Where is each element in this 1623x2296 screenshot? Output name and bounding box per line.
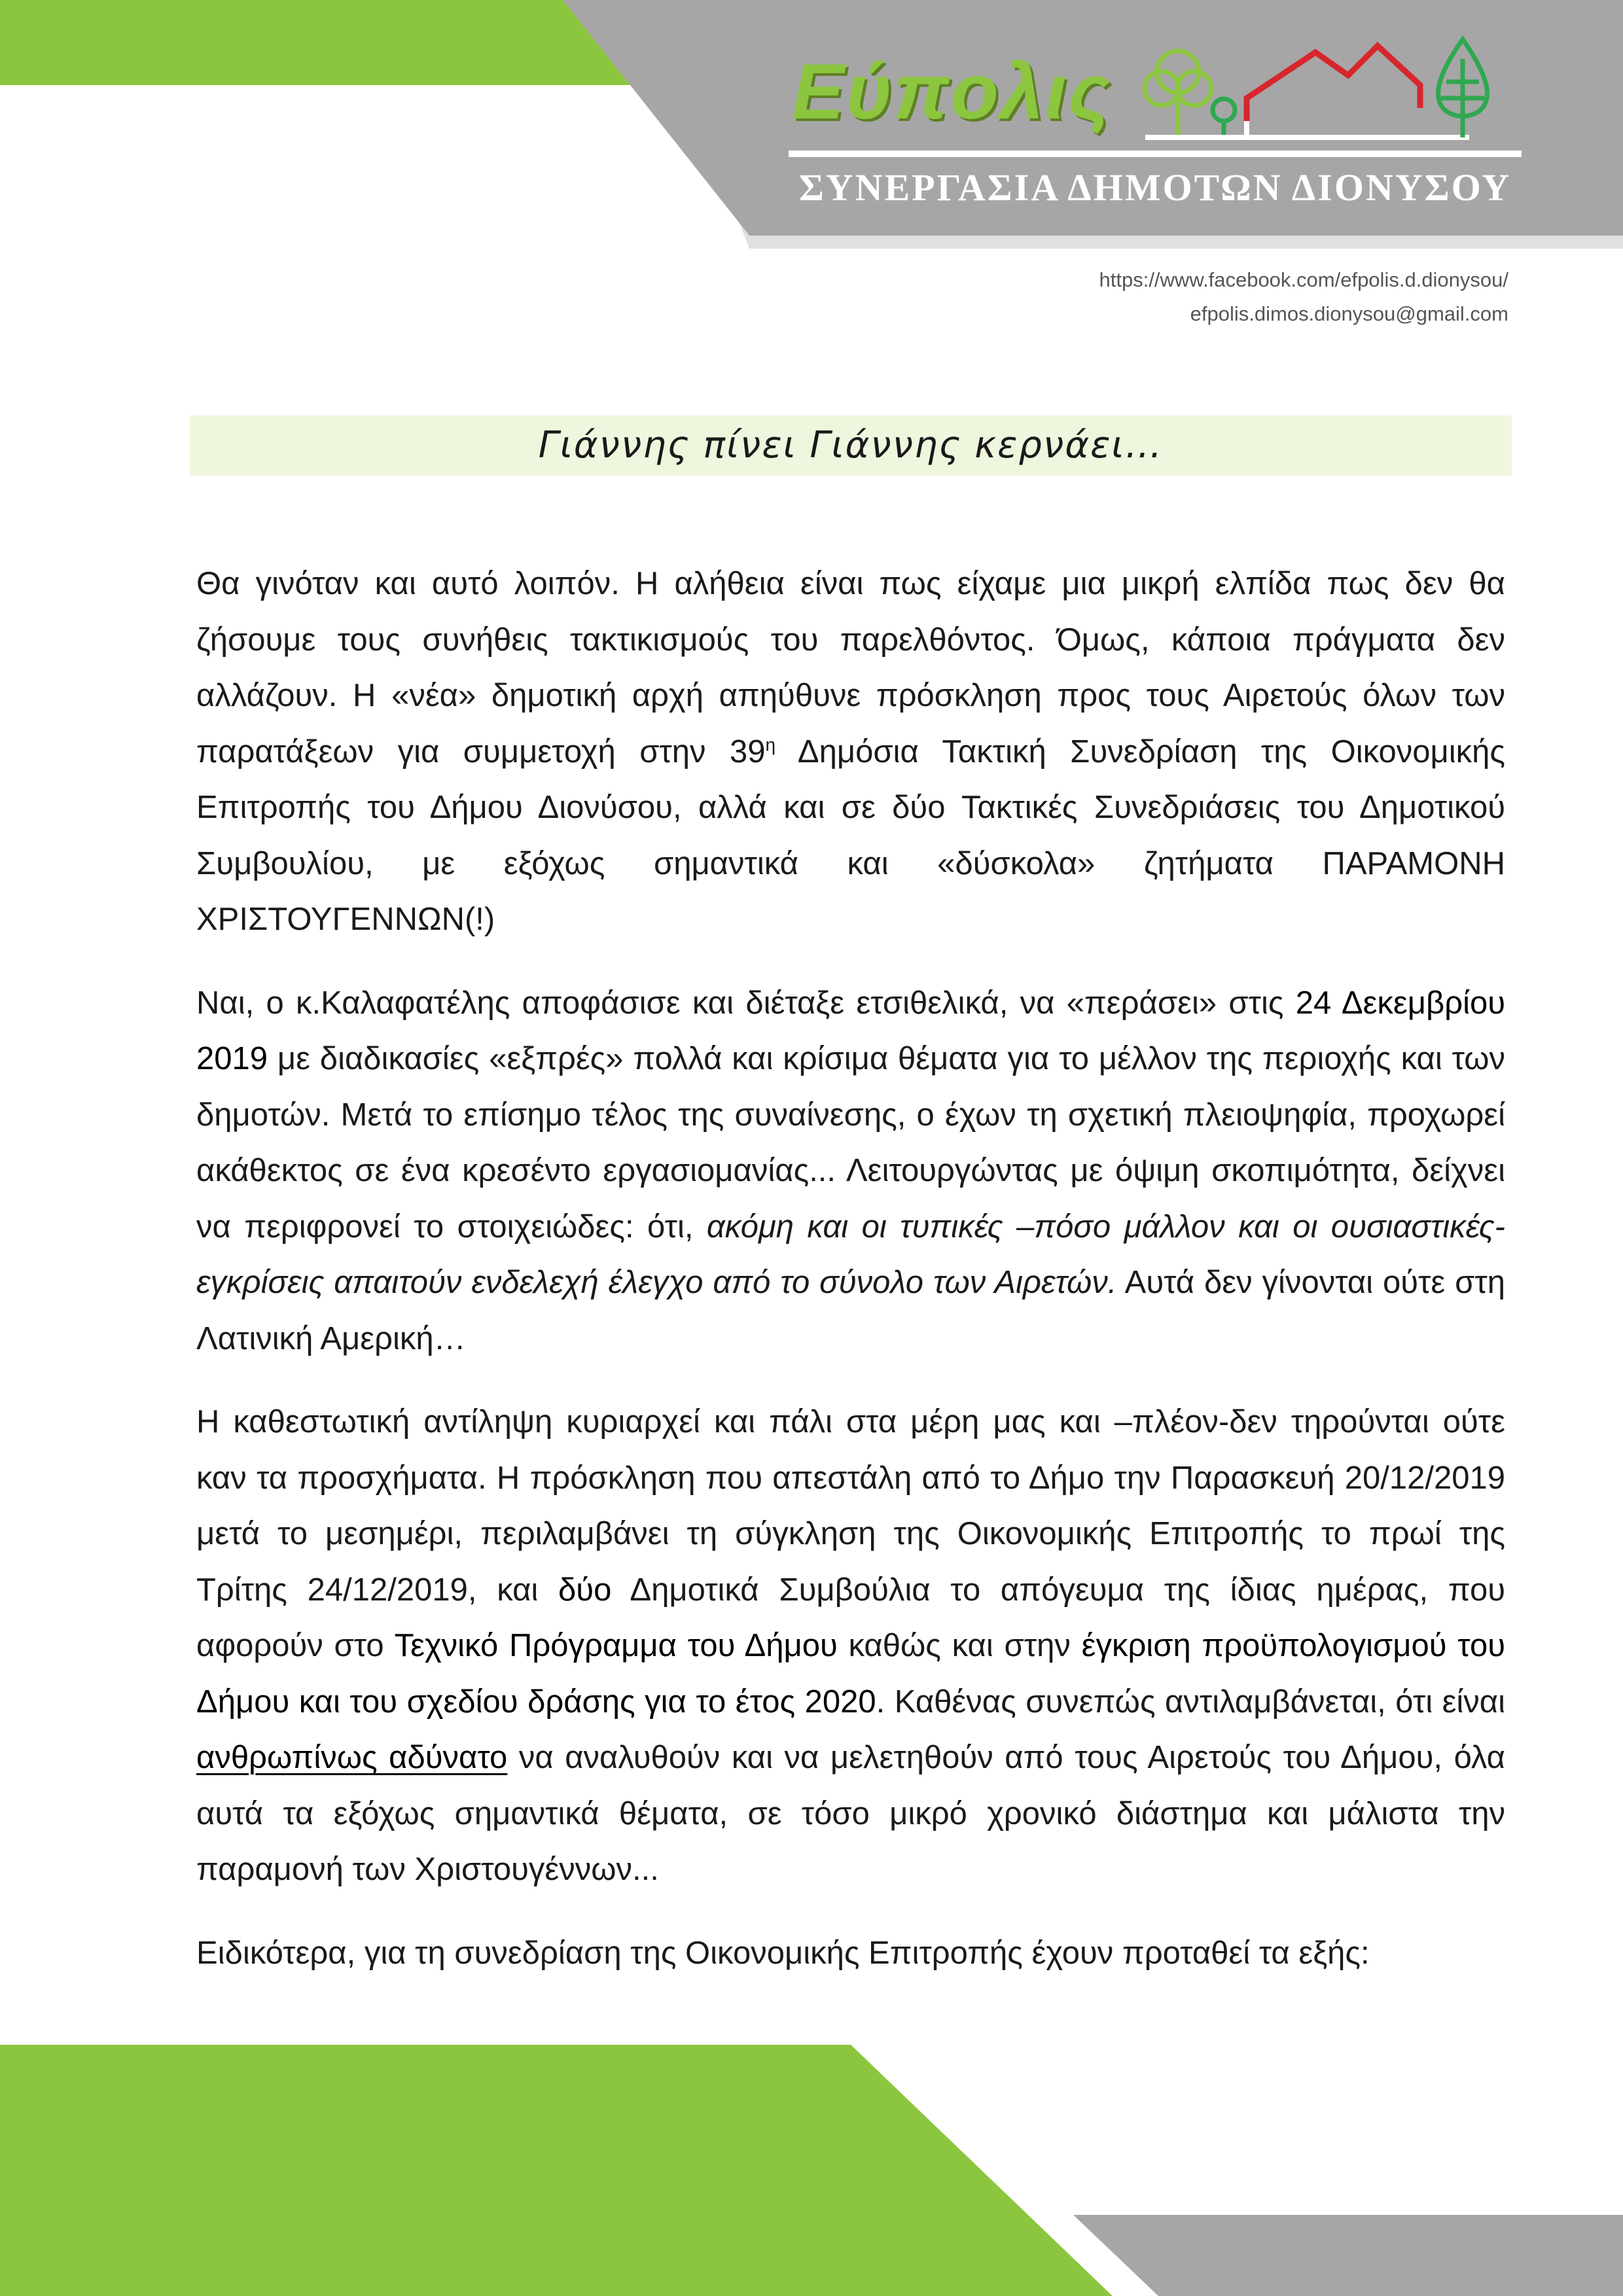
trees-and-house-icon (1132, 33, 1525, 150)
p1-text-b: Δημόσια Τακτική Συνεδρίαση της Οικονομικής Επιτροπής του Δήμου Διονύσου, αλλά και σε δύο Τακτικές Συνεδριάσεις του Δημοτικού Συμβουλίου, με εξόχως σημαντικά και «δύσκολα» ζητήματα ΠΑΡΑΜΟΝΗ ΧΡΙΣΤΟΥΓΕΝΝΩΝ(!) (196, 733, 1506, 937)
title-band (190, 415, 1512, 476)
p2-italic-text: ακόμη και οι τυπικές –πόσο μάλλον και οι ουσιαστικές- εγκρίσεις απαιτούν ενδελεχή έλεγχο από το σύνολο των Αιρετών. (196, 1209, 1505, 1300)
document-title: Γιάννης πίνει Γιάννης κερνάει… (538, 424, 1164, 467)
p3-budget-highlight: έγκριση προϋπολογισμού του Δήμου και του σχεδίου δράσης για το έτος 2020 (196, 1628, 1505, 1720)
p3-text-b: Δημοτικά Συμβούλια το απόγευμα της ίδιας ημέρας, που αφορούν στο (196, 1572, 1505, 1663)
p2-date-highlight: 24 Δεκεμβρίου 2019 (196, 985, 1505, 1076)
p1-superscript: η (765, 734, 776, 755)
paragraph-3 (196, 1394, 1505, 1898)
p2-text-c: Αυτά δεν γίνονται ούτε στη Λατινική Αμερική… (196, 1265, 1505, 1356)
logo-divider (789, 150, 1522, 157)
paragraph-1 (196, 556, 1505, 948)
article-body (196, 556, 1505, 2009)
p3-two-highlight: δύο (558, 1572, 612, 1608)
paragraph-4: Ειδικότερα, για τη συνεδρίαση της Οικονομικής Επιτροπής έχουν προταθεί τα εξής: (196, 1935, 1370, 1971)
p2-text-b: με διαδικασίες «εξπρές» πολλά και κρίσιμα θέματα για το μέλλον της περιοχής και των δημοτών. Μετά το επίσημο τέλος της συναίνεσης, ο έχων τη σχετική πλειοψηφία, προχωρεί ακάθεκτος σε ένα κρεσέντο εργασιομανίας... Λειτουργώντας με όψιμη σκοπιμότητα, δείχνει να περιφρονεί το στοιχειώδες: ότι, (196, 1041, 1505, 1245)
footer-green-band (0, 2045, 1113, 2296)
p1-text-a: Θα γινόταν και αυτό λοιπόν. Η αλήθεια είναι πως είχαμε μια μικρή ελπίδα πως δεν θα ζήσουμε τους συνήθεις τακτικισμούς του παρελθόντος. Όμως, κάποια πράγματα δεν αλλάζουν. Η «νέα» δημοτική αρχή απηύθυνε πρόσκληση προς τους Αιρετούς όλων των παρατάξεων για συμμετοχή στην 39 (196, 566, 1505, 769)
footer-grey-band (1073, 2215, 1623, 2296)
p3-text-c: καθώς και στην (837, 1628, 1082, 1663)
facebook-link[interactable]: https://www.facebook.com/efpolis.d.dionysou/ (1099, 268, 1508, 291)
p3-text-d: . Καθένας συνεπώς αντιλαμβάνεται, ότι είναι (876, 1684, 1506, 1720)
contact-block (1099, 263, 1509, 331)
brand-logo (779, 39, 1531, 236)
p3-impossible-underlined: ανθρωπίνως αδύνατο (196, 1740, 508, 1775)
email-link[interactable]: efpolis.dimos.dionysou@gmail.com (1190, 302, 1508, 325)
p2-text-a: Ναι, ο κ.Καλαφατέλης αποφάσισε και διέταξε ετσιθελικά, να «περάσει» στις (196, 985, 1296, 1021)
p3-text-e: να αναλυθούν και να μελετηθούν από τους Αιρετούς του Δήμου, όλα αυτά τα εξόχως σημαντικά θέματα, σε τόσο μικρό χρονικό διάστημα και μάλιστα την παραμονή των Χριστουγέννων... (196, 1740, 1505, 1887)
paragraph-2 (196, 976, 1505, 1368)
p3-text-a: Η καθεστωτική αντίληψη κυριαρχεί και πάλι στα μέρη μας και –πλέον-δεν τηρούνται ούτε καν τα προσχήματα. Η πρόσκληση που απεστάλη από το Δήμο την Παρασκευή 20/12/2019 μετά το μεσημέρι, περιλαμβάνει τη σύγκληση της Οικονομικής Επιτροπής το πρωί της Τρίτης 24/12/2019, και (196, 1404, 1505, 1608)
p3-program-highlight: Τεχνικό Πρόγραμμα του Δήμου (394, 1628, 838, 1663)
logo-subtitle: ΣΥΝΕΡΓΑΣΙΑ ΔΗΜΟΤΩΝ ΔΙΟΝΥΣΟΥ (798, 166, 1512, 209)
logo-wordmark: Εύπολις (792, 48, 1111, 135)
